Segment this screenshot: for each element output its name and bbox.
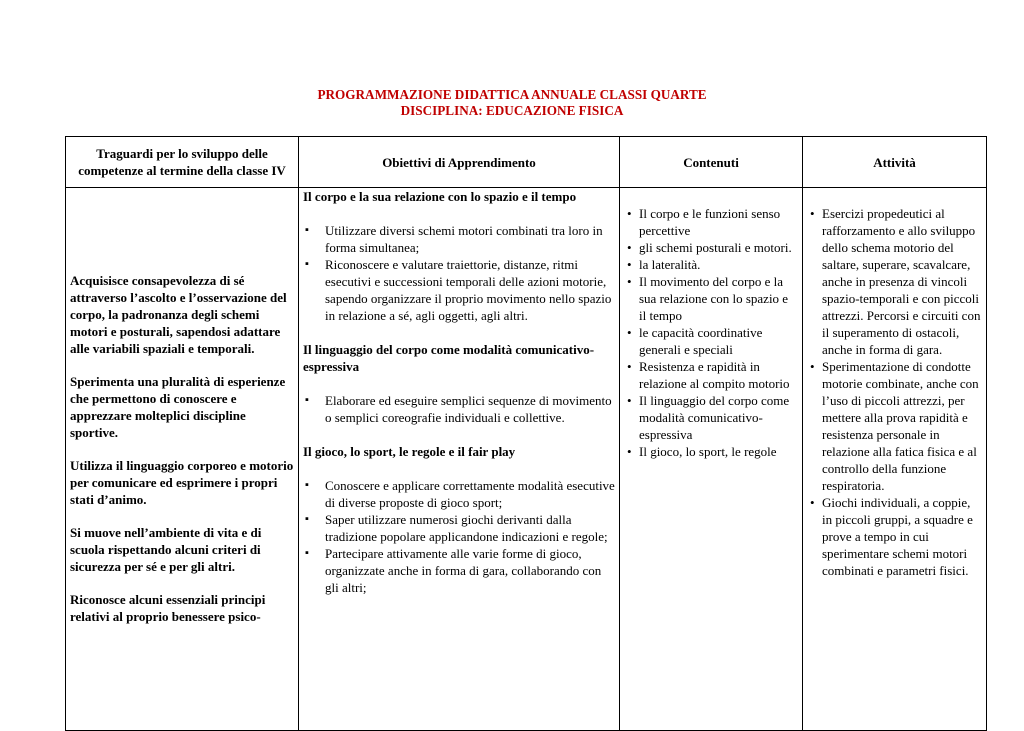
traguardo-item: Utilizza il linguaggio corporeo e motorio per comunicare ed esprimere i propri stati d’animo. bbox=[70, 458, 294, 507]
obiettivo-heading: Il gioco, lo sport, le regole e il fair play bbox=[303, 444, 516, 459]
header-traguardi: Traguardi per lo sviluppo delle competenze al termine della classe IV bbox=[66, 137, 299, 188]
header-attivita: Attività bbox=[803, 137, 987, 188]
document-title: PROGRAMMAZIONE DIDATTICA ANNUALE CLASSI QUARTE bbox=[317, 87, 707, 102]
contenuto-item: • Il gioco, lo sport, le regole bbox=[624, 443, 798, 460]
contenuto-item: • la lateralità. bbox=[624, 256, 798, 273]
table-row bbox=[66, 188, 987, 731]
traguardi-cell bbox=[66, 188, 299, 731]
obiettivo-item: ▪ Utilizzare diversi schemi motori combinati tra loro in forma simultanea; bbox=[303, 222, 615, 256]
traguardo-item: Riconosce alcuni essenziali principi relativi al proprio benessere psico- bbox=[70, 592, 266, 624]
obiettivo-item: ▪ Riconoscere e valutare traiettorie, distanze, ritmi esecutivi e successioni temporali delle azioni motorie, sapendo organizzare il proprio movimento nello spazio in relazione a sé, agli oggetti, agli altri. bbox=[303, 256, 615, 324]
document-subtitle: DISCIPLINA: EDUCAZIONE FISICA bbox=[400, 103, 624, 118]
contenuto-item: • Resistenza e rapidità in relazione al compito motorio bbox=[624, 358, 798, 392]
obiettivo-heading: Il linguaggio del corpo come modalità comunicativo-espressiva bbox=[303, 342, 595, 374]
obiettivo-list bbox=[303, 222, 615, 324]
programming-table bbox=[65, 136, 987, 731]
obiettivo-item: ▪ Partecipare attivamente alle varie forme di gioco, organizzate anche in forma di gara, collaborando con gli altri; bbox=[303, 545, 615, 596]
contenuto-item: • Il linguaggio del corpo come modalità comunicativo-espressiva bbox=[624, 392, 798, 443]
obiettivo-heading: Il corpo e la sua relazione con lo spazio e il tempo bbox=[303, 189, 577, 204]
attivita-item: • Esercizi propedeutici al rafforzamento e allo sviluppo dello schema motorio del saltare, superare, scavalcare, anche in presenza di vincoli spazio-temporali e con piccoli attrezzi. Percorsi e circuiti con il superamento di ostacoli, anche in forma di gara. bbox=[807, 205, 982, 358]
obiettivi-cell bbox=[299, 188, 620, 731]
obiettivo-item: ▪ Conoscere e applicare correttamente modalità esecutive di diverse proposte di gioco sport; bbox=[303, 477, 615, 511]
attivita-cell bbox=[803, 188, 987, 731]
table-header-row bbox=[66, 137, 987, 188]
attivita-item: • Giochi individuali, a coppie, in piccoli gruppi, a squadre e prove a tempo in cui sperimentare schemi motori combinati e parametri fisici. bbox=[807, 494, 982, 579]
obiettivo-list bbox=[303, 392, 615, 426]
attivita-list bbox=[807, 205, 982, 579]
contenuto-item: • le capacità coordinative generali e speciali bbox=[624, 324, 798, 358]
traguardo-item: Sperimenta una pluralità di esperienze che permettono di conoscere e apprezzare molteplici discipline sportive. bbox=[70, 374, 286, 440]
obiettivo-list bbox=[303, 477, 615, 596]
traguardo-item: Acquisisce consapevolezza di sé attraverso l’ascolto e l’osservazione del corpo, la padronanza degli schemi motori e posturali, sapendosi adattare alle variabili spaziali e temporali. bbox=[70, 273, 287, 356]
contenuti-list bbox=[624, 205, 798, 460]
traguardo-item: Si muove nell’ambiente di vita e di scuola rispettando alcuni criteri di sicurezza per sé e per gli altri. bbox=[70, 525, 262, 574]
contenuto-item: • gli schemi posturali e motori. bbox=[624, 239, 798, 256]
attivita-item: • Sperimentazione di condotte motorie combinate, anche con l’uso di piccoli attrezzi, per mettere alla prova rapidità e resistenza personale in relazione alla fatica fisica e al controllo della funzione respiratoria. bbox=[807, 358, 982, 494]
obiettivo-item: ▪ Saper utilizzare numerosi giochi derivanti dalla tradizione popolare applicandone indicazioni e regole; bbox=[303, 511, 615, 545]
contenuti-cell bbox=[620, 188, 803, 731]
contenuto-item: • Il corpo e le funzioni senso percettive bbox=[624, 205, 798, 239]
contenuto-item: • Il movimento del corpo e la sua relazione con lo spazio e il tempo bbox=[624, 273, 798, 324]
header-contenuti: Contenuti bbox=[620, 137, 803, 188]
header-obiettivi: Obiettivi di Apprendimento bbox=[299, 137, 620, 188]
obiettivo-item: ▪ Elaborare ed eseguire semplici sequenze di movimento o semplici coreografie individuali e collettive. bbox=[303, 392, 615, 426]
